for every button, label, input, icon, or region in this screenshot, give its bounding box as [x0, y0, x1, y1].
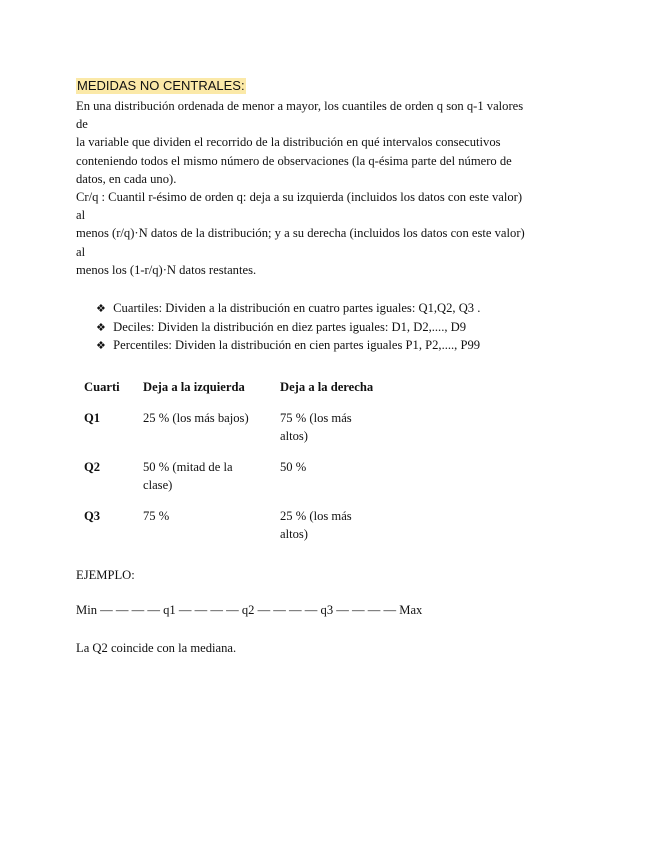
definition-paragraph — [76, 97, 581, 279]
cell-line: altos) — [280, 527, 308, 542]
cell-line: 50 % — [280, 460, 307, 474]
list-item — [96, 299, 480, 318]
list-item — [96, 318, 480, 337]
paragraph-line: de — [76, 117, 88, 132]
bullet-text: Cuartiles: Dividen a la distribución en cuatro partes iguales: Q1,Q2, Q3 . — [113, 301, 481, 315]
quartile-cell: Q1 — [84, 411, 101, 425]
conclusion-text: La Q2 coincide con la mediana. — [76, 641, 237, 655]
column-header: Deja a la izquierda — [143, 380, 245, 394]
diamond-bullet-icon: ❖ — [96, 303, 106, 315]
bullet-text: Deciles: Dividen la distribución en diez partes iguales: D1, D2,...., D9 — [113, 319, 467, 334]
right-cell — [280, 404, 390, 453]
bullet-text: Percentiles: Dividen la distribución en cien partes iguales P1, P2,...., P99 — [113, 338, 481, 353]
paragraph-line: En una distribución ordenada de menor a mayor, los cuantiles de orden q son q-1 valores — [76, 99, 524, 113]
paragraph-line: menos (r/q)·N datos de la distribución; y a su derecha (incluidos los datos con este valor) — [76, 226, 525, 241]
left-cell — [143, 404, 280, 453]
column-header: Deja a la derecha — [280, 380, 374, 394]
quartile-cell: Q3 — [84, 509, 101, 523]
paragraph-line: Cr/q : Cuantil r-ésimo de orden q: deja a su izquierda (incluidos los datos con este valor) — [76, 190, 523, 205]
quartile-table — [76, 375, 390, 551]
bullet-list — [96, 299, 480, 355]
paragraph-line: al — [76, 244, 86, 259]
cell-line: 25 % (los más — [280, 509, 352, 523]
example-label: EJEMPLO: — [76, 568, 135, 582]
left-cell — [143, 502, 280, 551]
cell-line: 75 % — [143, 509, 170, 523]
right-cell — [280, 502, 390, 551]
table-row — [76, 404, 390, 453]
paragraph-line: conteniendo todos el mismo número de observaciones (la q-ésima parte del número de — [76, 153, 512, 168]
diamond-bullet-icon: ❖ — [96, 321, 106, 334]
cell-line: altos) — [280, 429, 308, 444]
list-item — [96, 336, 480, 355]
column-header: Cuarti — [84, 380, 120, 394]
paragraph-line: datos, en cada uno). — [76, 171, 177, 186]
paragraph-line: al — [76, 208, 86, 223]
diamond-bullet-icon: ❖ — [96, 340, 106, 353]
table-row — [76, 502, 390, 551]
cell-line: 75 % (los más — [280, 411, 352, 425]
paragraph-line: la variable que dividen el recorrido de la distribución en qué intervalos consecutivos — [76, 135, 501, 150]
section-heading: MEDIDAS NO CENTRALES: — [77, 78, 245, 93]
cell-line: 25 % (los más bajos) — [143, 411, 249, 425]
cell-line: clase) — [143, 478, 173, 493]
cell-line: 50 % (mitad de la — [143, 460, 233, 474]
table-header-row — [76, 375, 390, 404]
right-cell — [280, 453, 390, 502]
left-cell — [143, 453, 280, 502]
paragraph-line: menos los (1-r/q)·N datos restantes. — [76, 262, 257, 277]
example-line: Min — — — — q1 — — — — q2 — — — — q3 — — — — Max — [76, 603, 423, 617]
table-row — [76, 453, 390, 502]
quartile-cell: Q2 — [84, 460, 101, 474]
